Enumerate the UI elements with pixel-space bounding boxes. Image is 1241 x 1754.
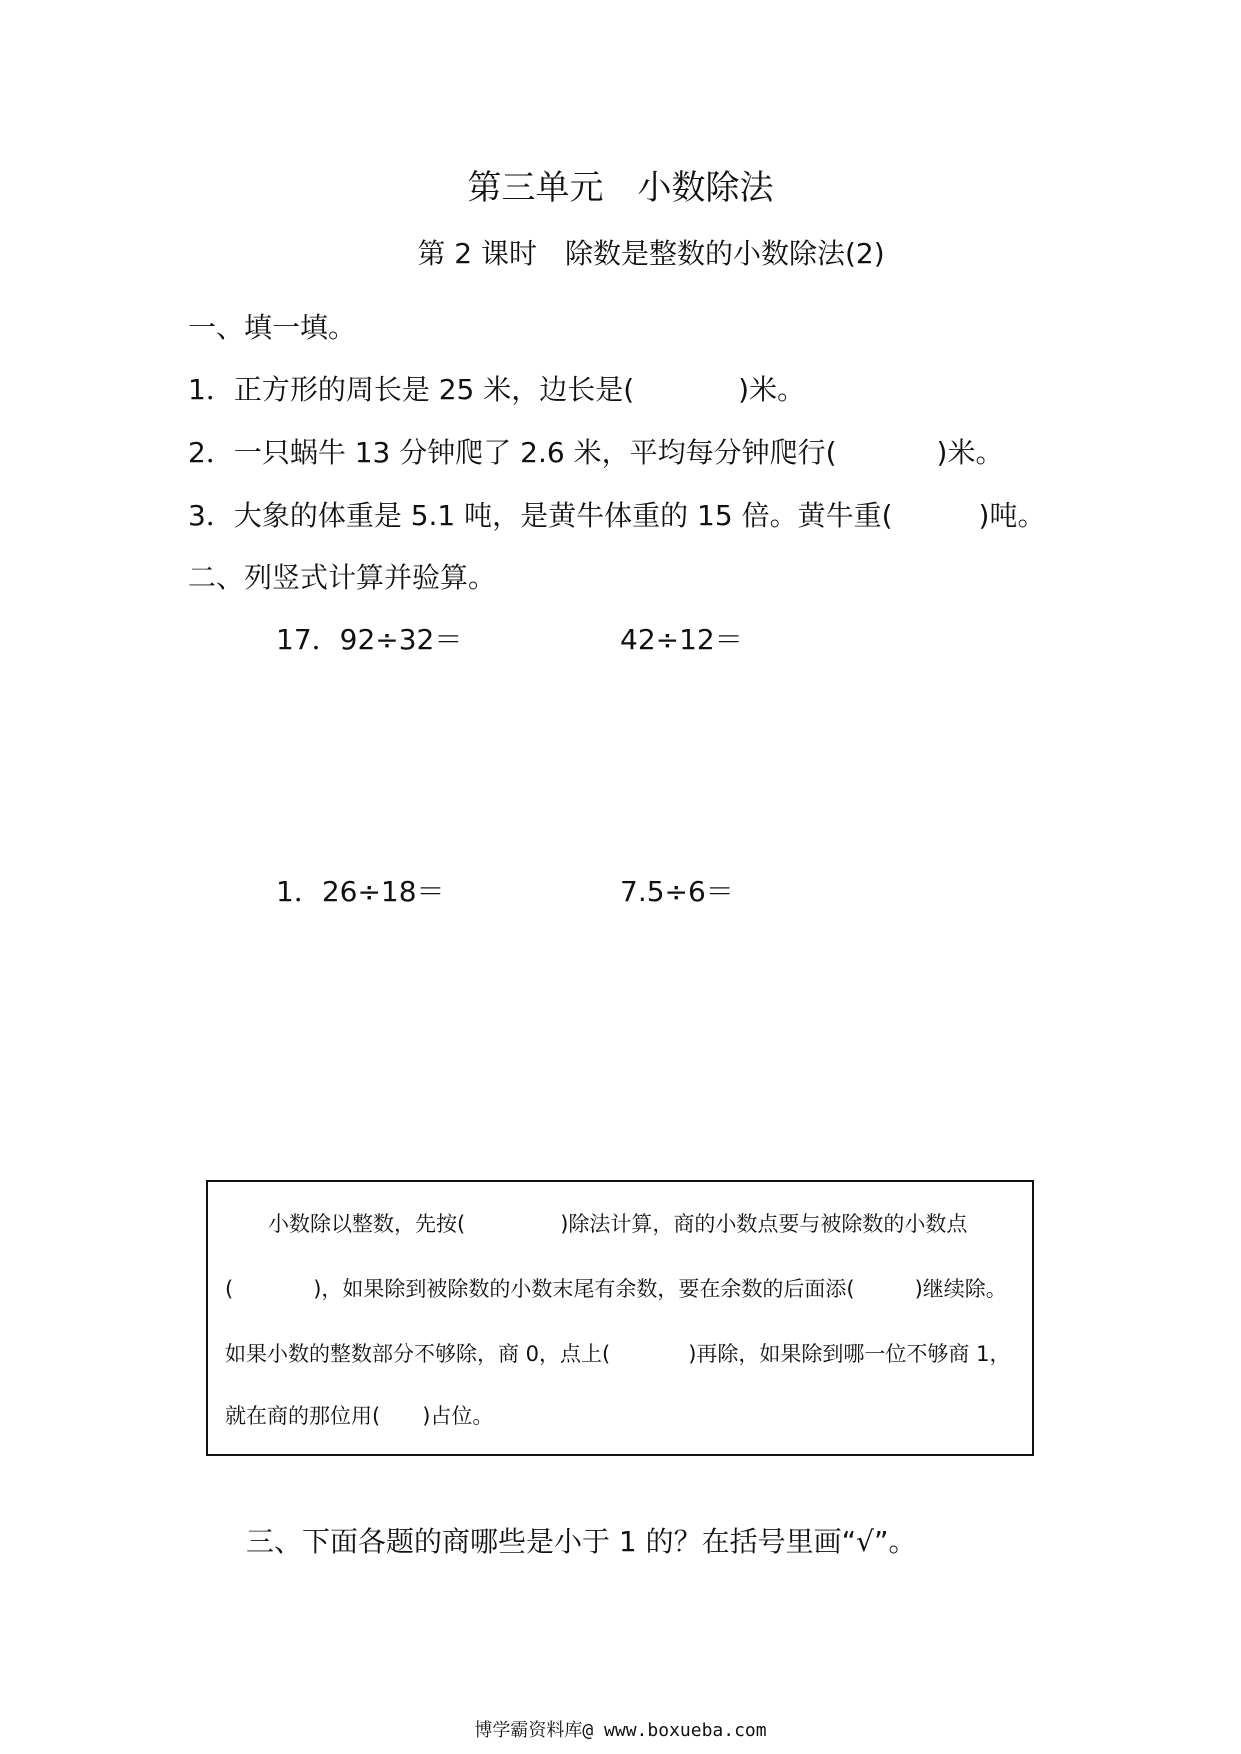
summary-text: )，如果除到被除数的小数末尾有余数，要在余数的后面添( [313, 1277, 855, 1301]
summary-line-4 [225, 1400, 493, 1430]
question-unit: )米。 [738, 373, 806, 406]
summary-text: )占位。 [422, 1404, 494, 1428]
summary-line-2 [225, 1273, 1007, 1303]
page-subtitle: 第 2 课时 除数是整数的小数除法(2) [417, 237, 885, 270]
summary-text: 如果小数的整数部分不够除，商 0，点上( [225, 1342, 611, 1366]
question-text: 1．正方形的周长是 25 米，边长是( [188, 373, 635, 406]
question-text: 2．一只蜗牛 13 分钟爬了 2.6 米，平均每分钟爬行( [188, 436, 837, 469]
fill-question-1 [188, 368, 805, 408]
summary-text: )除法计算，商的小数点要与被除数的小数点 [560, 1212, 968, 1236]
section3-heading: 三、下面各题的商哪些是小于 1 的？在括号里画“√”。 [246, 1525, 917, 1558]
page-title: 第三单元 小数除法 [467, 168, 774, 208]
section1-heading: 一、填一填。 [188, 311, 357, 344]
calc-problem-1: 17．92÷32＝ [276, 623, 463, 656]
fill-question-3 [188, 494, 1045, 534]
question-text: 3．大象的体重是 5.1 吨，是黄牛体重的 15 倍。黄牛重( [188, 499, 893, 532]
question-unit: )吨。 [978, 499, 1046, 532]
section2-heading: 二、列竖式计算并验算。 [188, 561, 497, 594]
question-unit: )米。 [936, 436, 1004, 469]
calc-problem-4: 7.5÷6＝ [620, 875, 734, 908]
footer-watermark: 博学霸资料库@ www.boxueba.com [474, 1720, 767, 1741]
calc-problem-2: 42÷12＝ [620, 623, 743, 656]
summary-box [206, 1180, 1034, 1456]
summary-text: )再除，如果除到哪一位不够商 1， [688, 1342, 1011, 1366]
calc-problem-3: 1．26÷18＝ [276, 875, 445, 908]
summary-text: ( [225, 1277, 234, 1301]
summary-text: 小数除以整数，先按( [268, 1212, 466, 1236]
summary-line-1 [268, 1208, 967, 1238]
fill-question-2 [188, 431, 1003, 471]
summary-text: )继续除。 [914, 1277, 1007, 1301]
summary-text: 就在商的那位用( [225, 1404, 381, 1428]
summary-line-3 [225, 1338, 1010, 1368]
